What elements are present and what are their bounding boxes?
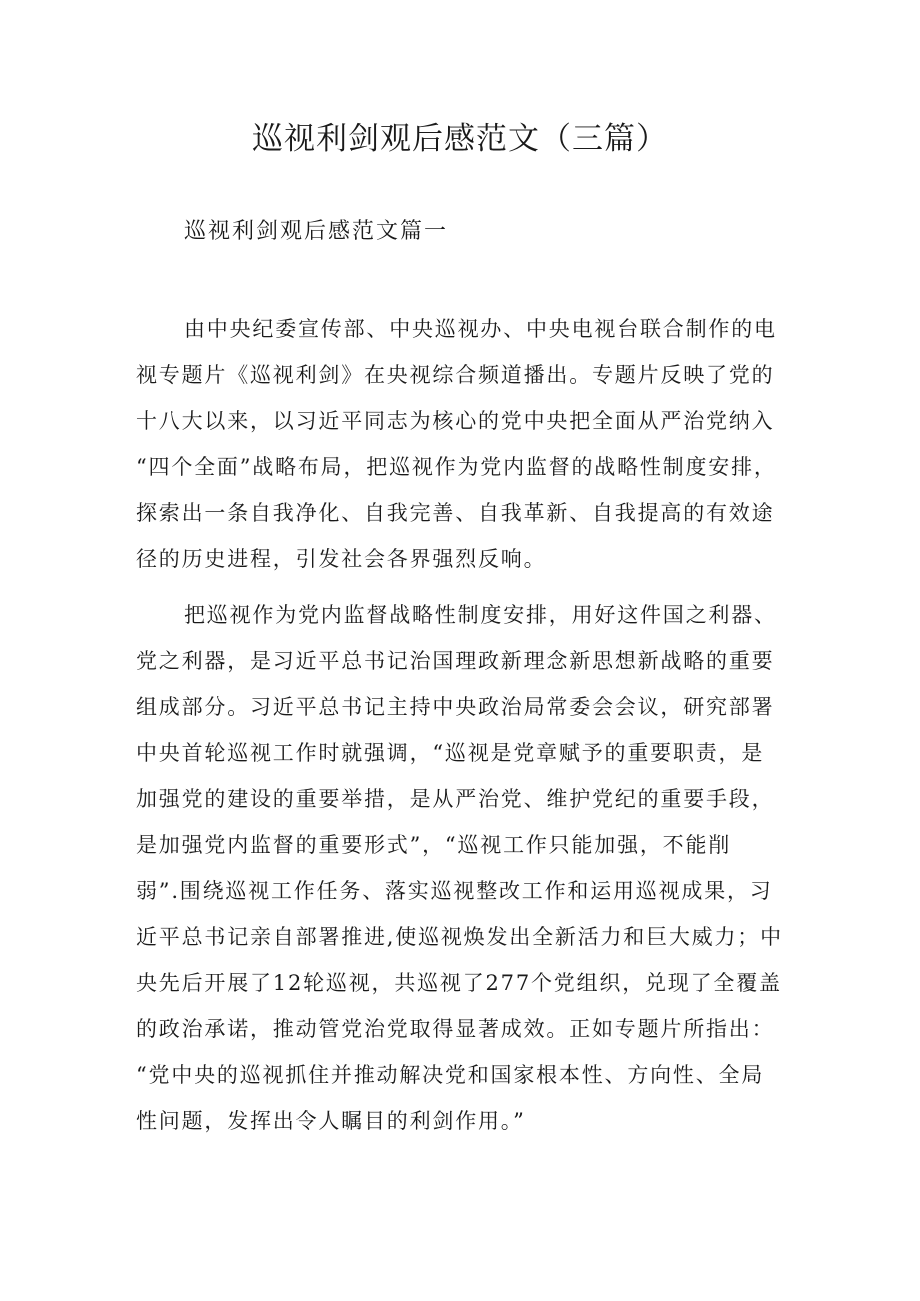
paragraph-line: 加强党的建设的重要举措，是从严治党、维护党纪的重要手段， [136, 787, 775, 811]
paragraph-line: 由中央纪委宣传部、中央巡视办、中央电视台联合制作的电 [184, 317, 777, 341]
paragraph-2 [136, 592, 796, 1144]
paragraph-line: 视专题片《巡视利剑》在央视综合频道播出。专题片反映了党的 [136, 363, 775, 387]
paragraph-line: 十八大以来，以习近平同志为核心的党中央把全面从严治党纳入 [136, 409, 775, 433]
paragraph-line: 中央首轮巡视工作时就强调，“巡视是党章赋予的重要职责，是 [136, 741, 765, 765]
paragraph-line: 弱”.围绕巡视工作任务、落实巡视整改工作和运用巡视成果，习 [136, 879, 773, 903]
section-heading: 巡视利剑观后感范文篇一 [184, 219, 449, 244]
paragraph-line: 近平总书记亲自部署推进,使巡视焕发出全新活力和巨大威力；中 [136, 925, 783, 949]
paragraph-line: 把巡视作为党内监督战略性制度安排，用好这件国之利器、 [184, 603, 777, 627]
paragraph-line: 径的历史进程，引发社会各界强烈反响。 [136, 547, 547, 571]
paragraph-line: 的政治承诺，推动管党治党取得显著成效。正如专题片所指出： [136, 1017, 775, 1041]
paragraph-line: “党中央的巡视抓住并推动解决党和国家根本性、方向性、全局 [136, 1063, 765, 1087]
paragraph-line: 探索出一条自我净化、自我完善、自我革新、自我提高的有效途 [136, 501, 775, 525]
paragraph-line: 组成部分。习近平总书记主持中央政治局常委会会议，研究部署 [136, 695, 775, 719]
paragraph-line: 党之利器，是习近平总书记治国理政新理念新思想新战略的重要 [136, 649, 775, 673]
paragraph-line: 是加强党内监督的重要形式”，“巡视工作只能加强，不能削 [136, 833, 732, 857]
paragraph-line: “四个全面”战略布局，把巡视作为党内监督的战略性制度安排， [136, 455, 777, 479]
paragraph-line: 性问题，发挥出令人瞩目的利剑作用。” [136, 1109, 526, 1133]
paragraph-line: 央先后开展了12轮巡视，共巡视了277个党组织，兑现了全覆盖 [136, 971, 782, 995]
paragraph-1 [136, 306, 796, 582]
document-title: 巡视利剑观后感范文（三篇） [252, 121, 668, 157]
